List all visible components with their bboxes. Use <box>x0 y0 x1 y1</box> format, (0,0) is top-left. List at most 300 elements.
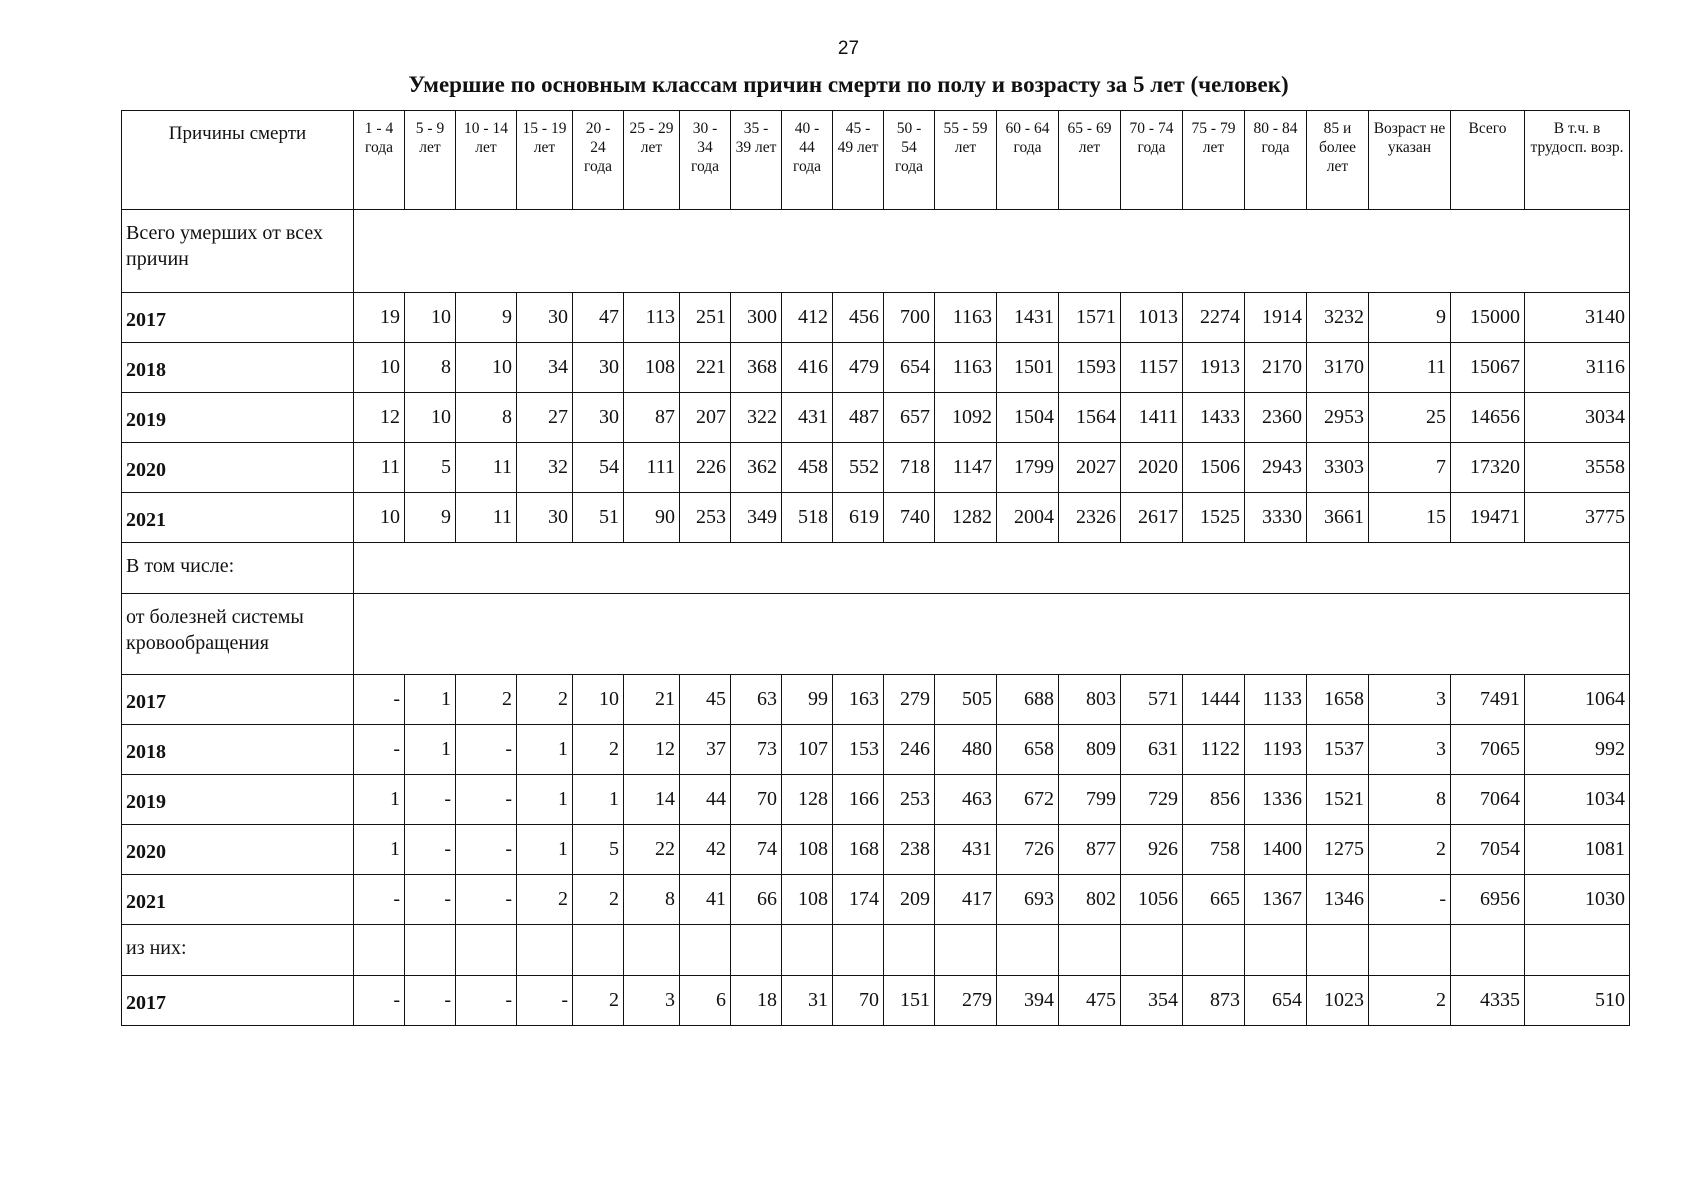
table-cell: 113 <box>624 293 680 343</box>
table-cell: 2326 <box>1059 493 1121 543</box>
table-cell: 8 <box>405 343 456 393</box>
table-cell: 10 <box>354 493 405 543</box>
header-col-4: 15 - 19 лет <box>517 111 573 210</box>
table-cell: 10 <box>456 343 517 393</box>
table-cell: 1346 <box>1307 875 1369 925</box>
table-cell: 108 <box>624 343 680 393</box>
header-col-2: 5 - 9 лет <box>405 111 456 210</box>
table-cell: 394 <box>997 976 1059 1026</box>
empty-cell <box>680 925 731 976</box>
header-col-21: В т.ч. в трудосп. возр. <box>1525 111 1630 210</box>
table-row <box>122 725 1630 775</box>
section-label: от болезней системы кровообращения <box>122 594 354 675</box>
table-cell: 1157 <box>1121 343 1183 393</box>
table-cell: 1521 <box>1307 775 1369 825</box>
table-cell: 799 <box>1059 775 1121 825</box>
table-cell: 1593 <box>1059 343 1121 393</box>
table-cell: 10 <box>405 393 456 443</box>
table-cell: 1081 <box>1525 825 1630 875</box>
table-cell: - <box>405 976 456 1026</box>
table-cell: - <box>354 725 405 775</box>
table-cell: 7065 <box>1451 725 1525 775</box>
table-cell: - <box>354 976 405 1026</box>
table-cell: 1 <box>517 725 573 775</box>
header-col-9: 40 - 44 года <box>782 111 833 210</box>
table-cell: 3140 <box>1525 293 1630 343</box>
table-cell: 151 <box>884 976 935 1026</box>
row-year-label: 2017 <box>122 293 354 343</box>
table-cell: 3330 <box>1245 493 1307 543</box>
table-cell: 207 <box>680 393 731 443</box>
section-label: В том числе: <box>122 543 354 594</box>
table-cell: 9 <box>405 493 456 543</box>
table-cell: 322 <box>731 393 782 443</box>
header-col-16: 75 - 79 лет <box>1183 111 1245 210</box>
table-cell: 1444 <box>1183 675 1245 725</box>
table-cell: 66 <box>731 875 782 925</box>
header-col-1: 1 - 4 года <box>354 111 405 210</box>
row-year-label: 2018 <box>122 725 354 775</box>
section-label: из них: <box>122 925 354 976</box>
empty-cell <box>517 925 573 976</box>
table-cell: 7491 <box>1451 675 1525 725</box>
table-cell: 128 <box>782 775 833 825</box>
header-col-19: Возраст не указан <box>1369 111 1451 210</box>
empty-cell <box>731 925 782 976</box>
table-cell: 7 <box>1369 443 1451 493</box>
table-cell: 2274 <box>1183 293 1245 343</box>
table-cell: 1 <box>573 775 624 825</box>
table-cell: 456 <box>833 293 884 343</box>
table-cell: - <box>456 875 517 925</box>
table-cell: 571 <box>1121 675 1183 725</box>
table-cell: 3558 <box>1525 443 1630 493</box>
table-cell: 7064 <box>1451 775 1525 825</box>
table-cell: 17320 <box>1451 443 1525 493</box>
table-cell: 87 <box>624 393 680 443</box>
table-cell: 1571 <box>1059 293 1121 343</box>
table-cell: 412 <box>782 293 833 343</box>
table-cell: 809 <box>1059 725 1121 775</box>
table-cell: 726 <box>997 825 1059 875</box>
table-cell: - <box>405 875 456 925</box>
row-year-label: 2020 <box>122 443 354 493</box>
table-cell: 45 <box>680 675 731 725</box>
table-cell: 1092 <box>935 393 997 443</box>
empty-cell <box>782 925 833 976</box>
table-cell: 8 <box>624 875 680 925</box>
table-cell: 5 <box>405 443 456 493</box>
row-year-label: 2017 <box>122 675 354 725</box>
empty-cell <box>1121 925 1183 976</box>
header-col-20: Всего <box>1451 111 1525 210</box>
table-cell: 1914 <box>1245 293 1307 343</box>
empty-cell <box>1245 925 1307 976</box>
table-cell: 654 <box>1245 976 1307 1026</box>
table-cell: 1 <box>405 725 456 775</box>
mortality-table <box>121 110 1630 1026</box>
table-cell: 1501 <box>997 343 1059 393</box>
table-cell: - <box>354 875 405 925</box>
table-cell: 926 <box>1121 825 1183 875</box>
header-col-10: 45 - 49 лет <box>833 111 884 210</box>
table-cell: 7054 <box>1451 825 1525 875</box>
table-cell: 654 <box>884 343 935 393</box>
table-cell: 2 <box>456 675 517 725</box>
table-row <box>122 293 1630 343</box>
table-cell: 2020 <box>1121 443 1183 493</box>
table-cell: 2617 <box>1121 493 1183 543</box>
table-cell: 1275 <box>1307 825 1369 875</box>
table-cell: 1282 <box>935 493 997 543</box>
table-cell: 740 <box>884 493 935 543</box>
table-cell: 107 <box>782 725 833 775</box>
table-cell: 246 <box>884 725 935 775</box>
table-cell: 672 <box>997 775 1059 825</box>
table-cell: 1537 <box>1307 725 1369 775</box>
header-col-12: 55 - 59 лет <box>935 111 997 210</box>
table-cell: 2 <box>573 725 624 775</box>
table-cell: 856 <box>1183 775 1245 825</box>
table-cell: 108 <box>782 825 833 875</box>
table-cell: 174 <box>833 875 884 925</box>
table-cell: 2170 <box>1245 343 1307 393</box>
table-cell: 73 <box>731 725 782 775</box>
table-cell: 47 <box>573 293 624 343</box>
table-cell: 30 <box>517 493 573 543</box>
table-cell: 21 <box>624 675 680 725</box>
table-cell: 279 <box>884 675 935 725</box>
table-cell: 1056 <box>1121 875 1183 925</box>
table-cell: 51 <box>573 493 624 543</box>
empty-cell <box>1525 925 1630 976</box>
section-filler <box>354 594 1630 675</box>
table-cell: 349 <box>731 493 782 543</box>
table-cell: 518 <box>782 493 833 543</box>
table-cell: 11 <box>354 443 405 493</box>
table-cell: 163 <box>833 675 884 725</box>
table-cell: 631 <box>1121 725 1183 775</box>
table-cell: 1525 <box>1183 493 1245 543</box>
table-cell: 1023 <box>1307 976 1369 1026</box>
table-cell: 9 <box>456 293 517 343</box>
table-cell: 253 <box>884 775 935 825</box>
table-cell: 487 <box>833 393 884 443</box>
section-row <box>122 594 1630 675</box>
table-cell: 37 <box>680 725 731 775</box>
table-cell: 168 <box>833 825 884 875</box>
table-cell: 1163 <box>935 293 997 343</box>
table-cell: - <box>354 675 405 725</box>
row-year-label: 2018 <box>122 343 354 393</box>
header-col-15: 70 - 74 года <box>1121 111 1183 210</box>
table-cell: 1913 <box>1183 343 1245 393</box>
header-col-7: 30 - 34 года <box>680 111 731 210</box>
table-cell: 18 <box>731 976 782 1026</box>
table-row <box>122 343 1630 393</box>
table-cell: 99 <box>782 675 833 725</box>
table-cell: 463 <box>935 775 997 825</box>
table-cell: 1013 <box>1121 293 1183 343</box>
table-cell: 693 <box>997 875 1059 925</box>
table-cell: 8 <box>1369 775 1451 825</box>
table-cell: 1133 <box>1245 675 1307 725</box>
table-cell: 1147 <box>935 443 997 493</box>
empty-cell <box>405 925 456 976</box>
table-cell: 10 <box>573 675 624 725</box>
table-cell: 2 <box>573 976 624 1026</box>
table-cell: 417 <box>935 875 997 925</box>
row-year-label: 2019 <box>122 393 354 443</box>
table-cell: 505 <box>935 675 997 725</box>
empty-cell <box>1451 925 1525 976</box>
table-cell: 1564 <box>1059 393 1121 443</box>
table-cell: 12 <box>354 393 405 443</box>
table-cell: 362 <box>731 443 782 493</box>
table-cell: 3 <box>1369 725 1451 775</box>
table-cell: 1 <box>517 775 573 825</box>
header-col-18: 85 и более лет <box>1307 111 1369 210</box>
header-row <box>122 111 1630 210</box>
table-cell: 19 <box>354 293 405 343</box>
table-cell: 1122 <box>1183 725 1245 775</box>
page-number: 27 <box>837 38 860 59</box>
table-cell: 226 <box>680 443 731 493</box>
header-col-5: 20 - 24 года <box>573 111 624 210</box>
table-cell: - <box>1369 875 1451 925</box>
table-row <box>122 443 1630 493</box>
row-year-label: 2019 <box>122 775 354 825</box>
table-cell: 221 <box>680 343 731 393</box>
section-filler <box>354 543 1630 594</box>
empty-cell <box>1307 925 1369 976</box>
table-cell: 44 <box>680 775 731 825</box>
table-cell: 10 <box>354 343 405 393</box>
table-cell: 619 <box>833 493 884 543</box>
table-cell: 74 <box>731 825 782 875</box>
table-cell: 22 <box>624 825 680 875</box>
row-year-label: 2021 <box>122 493 354 543</box>
table-cell: 90 <box>624 493 680 543</box>
table-cell: 2953 <box>1307 393 1369 443</box>
table-cell: 15067 <box>1451 343 1525 393</box>
table-cell: 31 <box>782 976 833 1026</box>
table-cell: 15 <box>1369 493 1451 543</box>
table-cell: 354 <box>1121 976 1183 1026</box>
table-cell: 665 <box>1183 875 1245 925</box>
table-cell: 1431 <box>997 293 1059 343</box>
table-cell: 688 <box>997 675 1059 725</box>
header-cause: Причины смерти <box>122 111 354 210</box>
table-cell: 877 <box>1059 825 1121 875</box>
table-cell: 657 <box>884 393 935 443</box>
table-cell: 1193 <box>1245 725 1307 775</box>
table-cell: 1799 <box>997 443 1059 493</box>
table-cell: 25 <box>1369 393 1451 443</box>
table-cell: 802 <box>1059 875 1121 925</box>
table-cell: 2 <box>573 875 624 925</box>
table-cell: 480 <box>935 725 997 775</box>
header-col-17: 80 - 84 года <box>1245 111 1307 210</box>
table-cell: 30 <box>517 293 573 343</box>
empty-cell <box>935 925 997 976</box>
header-col-6: 25 - 29 лет <box>624 111 680 210</box>
table-cell: 2004 <box>997 493 1059 543</box>
empty-cell <box>1183 925 1245 976</box>
table-cell: 3 <box>624 976 680 1026</box>
table-cell: 111 <box>624 443 680 493</box>
empty-cell <box>573 925 624 976</box>
table-cell: 3034 <box>1525 393 1630 443</box>
table-cell: - <box>517 976 573 1026</box>
row-year-label: 2021 <box>122 875 354 925</box>
header-col-14: 65 - 69 лет <box>1059 111 1121 210</box>
table-cell: 1 <box>354 775 405 825</box>
table-cell: 1064 <box>1525 675 1630 725</box>
table-cell: 11 <box>456 493 517 543</box>
table-cell: 1367 <box>1245 875 1307 925</box>
table-row <box>122 493 1630 543</box>
table-cell: 14656 <box>1451 393 1525 443</box>
table-cell: 34 <box>517 343 573 393</box>
table-cell: 9 <box>1369 293 1451 343</box>
table-cell: 238 <box>884 825 935 875</box>
table-cell: 11 <box>1369 343 1451 393</box>
section-label: Всего умерших от всех причин <box>122 210 354 293</box>
table-cell: 30 <box>573 393 624 443</box>
table-cell: 11 <box>456 443 517 493</box>
table-cell: 14 <box>624 775 680 825</box>
table-cell: 1034 <box>1525 775 1630 825</box>
table-cell: - <box>456 825 517 875</box>
table-cell: 1433 <box>1183 393 1245 443</box>
table-cell: 416 <box>782 343 833 393</box>
table-row <box>122 825 1630 875</box>
table-cell: 4335 <box>1451 976 1525 1026</box>
table-cell: 3232 <box>1307 293 1369 343</box>
table-cell: 3661 <box>1307 493 1369 543</box>
empty-cell <box>833 925 884 976</box>
table-cell: - <box>456 725 517 775</box>
table-cell: 41 <box>680 875 731 925</box>
table-cell: 15000 <box>1451 293 1525 343</box>
table-cell: 431 <box>935 825 997 875</box>
table-cell: 458 <box>782 443 833 493</box>
table-cell: 3 <box>1369 675 1451 725</box>
table-row <box>122 976 1630 1026</box>
table-cell: 658 <box>997 725 1059 775</box>
subsection-row <box>122 925 1630 976</box>
table-cell: 6956 <box>1451 875 1525 925</box>
row-year-label: 2017 <box>122 976 354 1026</box>
table-cell: - <box>405 775 456 825</box>
table-cell: 1 <box>354 825 405 875</box>
empty-cell <box>456 925 517 976</box>
table-row <box>122 393 1630 443</box>
table-cell: 54 <box>573 443 624 493</box>
table-cell: 279 <box>935 976 997 1026</box>
table-cell: 431 <box>782 393 833 443</box>
section-row <box>122 543 1630 594</box>
table-cell: 758 <box>1183 825 1245 875</box>
table-cell: 2 <box>517 675 573 725</box>
table-cell: 1658 <box>1307 675 1369 725</box>
table-cell: - <box>456 775 517 825</box>
table-cell: 1411 <box>1121 393 1183 443</box>
empty-cell <box>354 925 405 976</box>
table-cell: 12 <box>624 725 680 775</box>
table-cell: 718 <box>884 443 935 493</box>
table-cell: 2 <box>517 875 573 925</box>
table-cell: 873 <box>1183 976 1245 1026</box>
table-cell: 10 <box>405 293 456 343</box>
table-cell: 19471 <box>1451 493 1525 543</box>
table-row <box>122 875 1630 925</box>
table-cell: 300 <box>731 293 782 343</box>
header-col-13: 60 - 64 года <box>997 111 1059 210</box>
table-cell: 70 <box>731 775 782 825</box>
table-title: Умершие по основным классам причин смерти по полу и возрасту за 5 лет (человек) <box>408 72 1289 97</box>
table-cell: 552 <box>833 443 884 493</box>
empty-cell <box>884 925 935 976</box>
table-cell: 153 <box>833 725 884 775</box>
table-cell: 251 <box>680 293 731 343</box>
table-cell: 729 <box>1121 775 1183 825</box>
header-col-3: 10 - 14 лет <box>456 111 517 210</box>
table-cell: 1030 <box>1525 875 1630 925</box>
empty-cell <box>624 925 680 976</box>
section-row <box>122 210 1630 293</box>
table-cell: 2 <box>1369 825 1451 875</box>
table-cell: 253 <box>680 493 731 543</box>
table-cell: 3116 <box>1525 343 1630 393</box>
table-cell: 1336 <box>1245 775 1307 825</box>
table-cell: 30 <box>573 343 624 393</box>
table-cell: 63 <box>731 675 782 725</box>
table-cell: 2360 <box>1245 393 1307 443</box>
empty-cell <box>997 925 1059 976</box>
table-cell: 166 <box>833 775 884 825</box>
header-col-11: 50 - 54 года <box>884 111 935 210</box>
table-cell: 475 <box>1059 976 1121 1026</box>
table-cell: 2 <box>1369 976 1451 1026</box>
table-cell: 8 <box>456 393 517 443</box>
table-cell: 1400 <box>1245 825 1307 875</box>
table-cell: 3775 <box>1525 493 1630 543</box>
table-cell: 803 <box>1059 675 1121 725</box>
table-cell: 70 <box>833 976 884 1026</box>
table-cell: 1163 <box>935 343 997 393</box>
table-cell: 6 <box>680 976 731 1026</box>
row-year-label: 2020 <box>122 825 354 875</box>
table-row <box>122 775 1630 825</box>
table-cell: 32 <box>517 443 573 493</box>
table-cell: 700 <box>884 293 935 343</box>
table-cell: 479 <box>833 343 884 393</box>
table-cell: 368 <box>731 343 782 393</box>
table-cell: 2943 <box>1245 443 1307 493</box>
empty-cell <box>1369 925 1451 976</box>
table-cell: 42 <box>680 825 731 875</box>
table-cell: 27 <box>517 393 573 443</box>
table-cell: - <box>456 976 517 1026</box>
table-cell: 209 <box>884 875 935 925</box>
table-cell: 3170 <box>1307 343 1369 393</box>
table-cell: 3303 <box>1307 443 1369 493</box>
table-body <box>122 210 1630 1026</box>
table-cell: 1 <box>405 675 456 725</box>
empty-cell <box>1059 925 1121 976</box>
